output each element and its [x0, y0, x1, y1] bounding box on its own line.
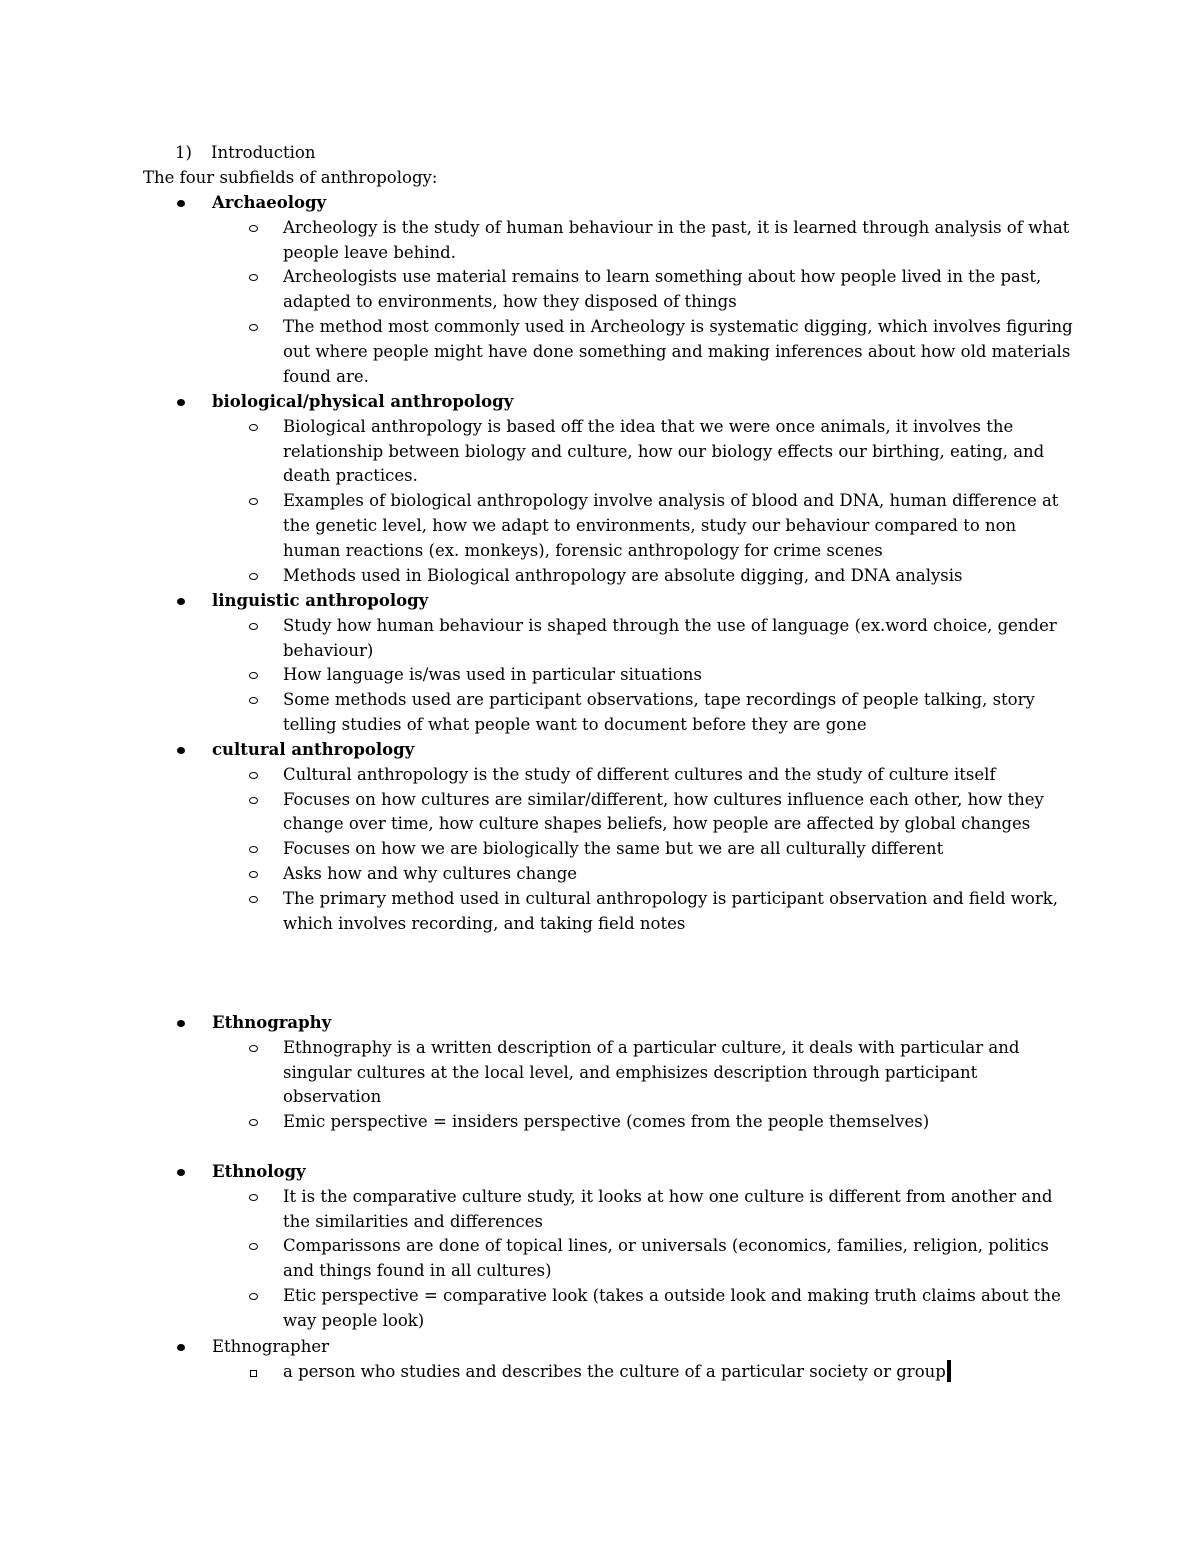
item-text: How language is/was used in particular situations — [283, 665, 702, 685]
intro-text: The four subfields of anthropology: — [143, 168, 438, 187]
list-item-level1 — [0, 191, 1072, 216]
heading-title: Introduction — [211, 143, 316, 162]
list-item-level2 — [0, 837, 1073, 862]
list-item-level2 — [0, 315, 1073, 389]
subfield-title: linguistic anthropology — [212, 591, 429, 610]
square-bullet-icon — [250, 1370, 257, 1377]
list-item-level2 — [0, 489, 1073, 563]
bullet-icon — [177, 1344, 185, 1351]
item-text: Focuses on how we are biologically the same but we are all culturally different — [283, 839, 944, 859]
list-item-level2 — [0, 763, 1073, 788]
subfield-cultural — [0, 738, 1200, 936]
subfield-biological — [0, 390, 1200, 588]
circle-bullet-icon — [249, 1293, 258, 1300]
item-text: Emic perspective = insiders perspective (comes from the people themselves) — [283, 1112, 930, 1132]
subfield-title: Ethnographer — [212, 1337, 329, 1356]
subfield-ethnographer — [0, 1335, 1200, 1385]
list-item-level2 — [0, 862, 1073, 887]
circle-bullet-icon — [249, 573, 258, 580]
list-item-level2 — [0, 663, 1073, 688]
item-text: Biological anthropology is based off the idea that we were once animals, it involves the relationship between biology and culture, how our biology effects our birthing, eating, and death practices. — [283, 416, 1045, 486]
list-item-level2 — [0, 415, 1073, 489]
circle-bullet-icon — [249, 697, 258, 704]
circle-bullet-icon — [249, 324, 258, 331]
item-text: The primary method used in cultural anthropology is participant observation and field work, which involves recording, and taking field notes — [283, 888, 1058, 933]
circle-bullet-icon — [249, 1119, 258, 1126]
list-item-level2 — [0, 1284, 1073, 1334]
list-item-level2 — [0, 265, 1073, 315]
item-text: a person who studies and describes the culture of a particular society or group — [283, 1361, 946, 1381]
circle-bullet-icon — [249, 797, 258, 804]
item-text: Ethnography is a written description of a particular culture, it deals with particular and singular cultures at the local level, and emphisizes description through participant observation — [283, 1037, 1020, 1107]
subfield-linguistic — [0, 589, 1200, 738]
circle-bullet-icon — [249, 274, 258, 281]
subfield-title: Archaeology — [212, 193, 327, 212]
subfield-title: Ethnology — [212, 1162, 306, 1181]
subfield-ethnography — [0, 1011, 1200, 1135]
list-item-level1 — [0, 1011, 1072, 1036]
list-item-level1 — [0, 390, 1072, 415]
item-text: Cultural anthropology is the study of different cultures and the study of culture itself — [283, 764, 996, 784]
bullet-icon — [177, 598, 185, 605]
item-text: Study how human behaviour is shaped through the use of language (ex.word choice, gender behaviour) — [283, 615, 1057, 660]
circle-bullet-icon — [249, 772, 258, 779]
list-item-level2 — [0, 1234, 1073, 1284]
list-item-level2 — [0, 788, 1073, 838]
subfield-ethnology — [0, 1160, 1200, 1334]
circle-bullet-icon — [249, 846, 258, 853]
list-item-level2 — [0, 688, 1073, 738]
list-item-level2 — [0, 1110, 1073, 1135]
list-item-level2 — [0, 887, 1073, 937]
item-text: Comparissons are done of topical lines, or universals (economics, families, religion, politics and things found in all cultures) — [283, 1236, 1049, 1281]
bullet-icon — [177, 200, 185, 207]
circle-bullet-icon — [249, 672, 258, 679]
item-text: Some methods used are participant observations, tape recordings of people talking, story telling studies of what people want to document before they are gone — [283, 690, 1035, 734]
bullet-icon — [177, 1020, 185, 1027]
subfield-archaeology — [0, 191, 1200, 389]
circle-bullet-icon — [249, 1045, 258, 1052]
circle-bullet-icon — [249, 1194, 258, 1201]
list-item-level2 — [0, 1360, 1073, 1385]
list-item-level2 — [0, 614, 1073, 664]
subfield-title: cultural anthropology — [212, 740, 415, 759]
bullet-icon — [177, 747, 185, 754]
circle-bullet-icon — [249, 1243, 258, 1250]
list-item-level1 — [0, 589, 1072, 614]
item-text: It is the comparative culture study, it looks at how one culture is different from another and the similarities and differences — [283, 1186, 1053, 1231]
heading-number: 1) — [175, 143, 192, 162]
section-heading — [175, 141, 316, 166]
item-text: Methods used in Biological anthropology are absolute digging, and DNA analysis — [283, 565, 963, 585]
item-text: Archeologists use material remains to learn something about how people lived in the past, adapted to environments, how they disposed of things — [283, 267, 1042, 312]
subfield-title: Ethnography — [212, 1013, 332, 1032]
circle-bullet-icon — [249, 896, 258, 903]
circle-bullet-icon — [249, 424, 258, 431]
item-text: Archeology is the study of human behaviour in the past, it is learned through analysis of what people leave behind. — [283, 217, 1070, 262]
list-item-level2 — [0, 1036, 1073, 1110]
bullet-icon — [177, 1169, 185, 1176]
circle-bullet-icon — [249, 871, 258, 878]
item-text: The method most commonly used in Archeology is systematic digging, which involves figuring out where people might have done something and making inferences about how old materials found are. — [283, 316, 1073, 386]
bullet-icon — [177, 399, 185, 406]
subfield-title: biological/physical anthropology — [212, 392, 514, 411]
list-item-level2 — [0, 564, 1073, 589]
item-text: Etic perspective = comparative look (takes a outside look and making truth claims about the way people look) — [283, 1285, 1061, 1330]
list-item-level2 — [0, 216, 1073, 266]
list-item-level1 — [0, 738, 1072, 763]
item-text: Asks how and why cultures change — [283, 863, 578, 883]
list-item-level1 — [0, 1335, 1072, 1360]
item-text: Examples of biological anthropology involve analysis of blood and DNA, human difference at the genetic level, how we adapt to environments, study our behaviour compared to non human reactions (ex. monkeys), forensic anthropology for crime scenes — [283, 491, 1059, 560]
circle-bullet-icon — [249, 623, 258, 630]
list-item-level1 — [0, 1160, 1072, 1185]
list-item-level2 — [0, 1185, 1073, 1235]
item-text: Focuses on how cultures are similar/different, how cultures influence each other, how they change over time, how culture shapes beliefs, how people are affected by global changes — [283, 789, 1044, 834]
circle-bullet-icon — [249, 498, 258, 505]
text-cursor — [947, 1360, 951, 1382]
circle-bullet-icon — [249, 225, 258, 232]
